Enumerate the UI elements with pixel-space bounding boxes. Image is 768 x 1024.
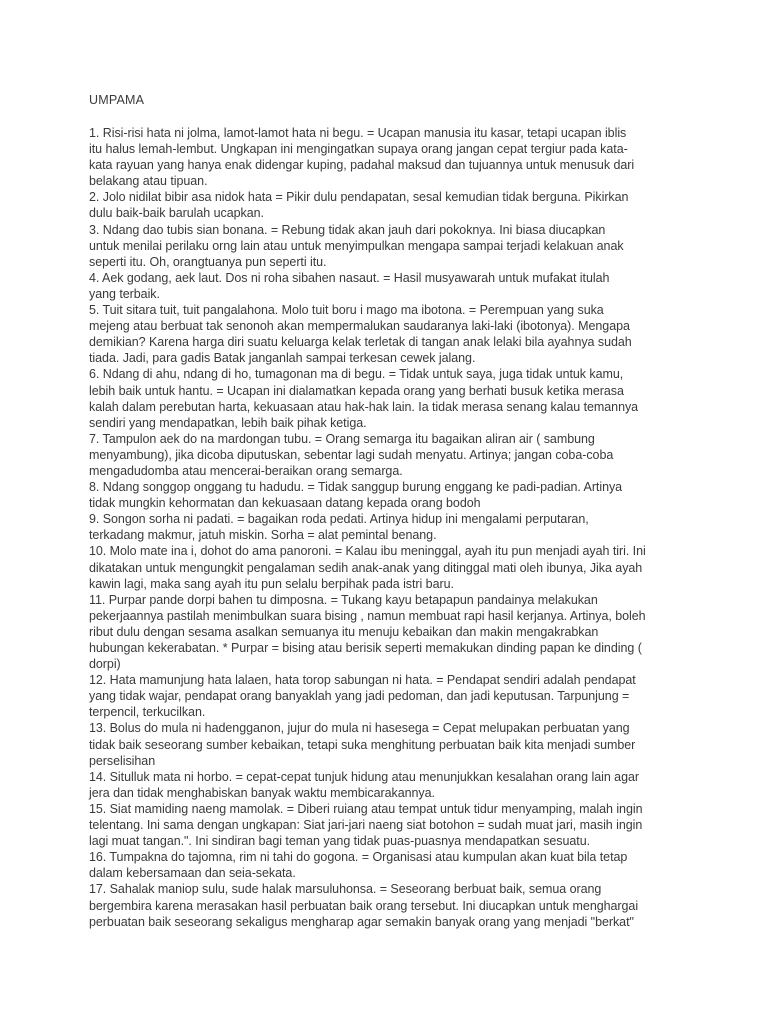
text-line: kawin lagi, maka sang ayah itu pun selalu berpihak pada istri baru.: [89, 576, 454, 591]
text-line: tidak baik seseorang sumber kebaikan, tetapi suka menghitung perbuatan baik kita menjadi sumber: [89, 737, 636, 752]
text-line: 7. Tampulon aek do na mardongan tubu. = Orang semarga itu bagaikan aliran air ( sambung: [89, 431, 595, 446]
text-line: seperti itu. Oh, orangtuanya pun seperti itu.: [89, 254, 327, 269]
text-line: dikatakan untuk mengungkit pengalaman sedih anak-anak yang ditinggal mati oleh ibunya, Jika ayah: [89, 560, 643, 575]
text-line: 3. Ndang dao tubis sian bonana. = Rebung tidak akan jauh dari pokoknya. Ini biasa diucapkan: [89, 222, 606, 237]
text-line: 4. Aek godang, aek laut. Dos ni roha sibahen nasaut. = Hasil musyawarah untuk mufakat itulah: [89, 270, 610, 285]
text-line: perselisihan: [89, 753, 156, 768]
text-line: demikian? Karena harga diri suatu keluarga kelak terletak di tangan anak lelaki bila ayahnya sudah: [89, 335, 632, 350]
text-line: 6. Ndang di ahu, ndang di ho, tumagonan ma di begu. = Tidak untuk saya, juga tidak untuk kamu,: [89, 367, 624, 382]
text-line: belakang atau tipuan.: [89, 174, 208, 189]
text-line: 2. Jolo nidilat bibir asa nidok hata = Pikir dulu pendapatan, sesal kemudian tidak berguna. Pikirkan: [89, 190, 629, 205]
text-line: itu halus lemah-lembut. Ungkapan ini mengingatkan supaya orang jangan cepat tergiur pada kata-: [89, 142, 628, 157]
text-line: 16. Tumpakna do tajomna, rim ni tahi do gogona. = Organisasi atau kumpulan akan kuat bila tetap: [89, 850, 628, 865]
text-line: tiada. Jadi, para gadis Batak janganlah sampai terkesan cewek jalang.: [89, 351, 476, 366]
text-line: hubungan kekerabatan. * Purpar = bising atau berisik seperti memakukan dinding papan ke dinding (: [89, 641, 642, 655]
text-line: dorpi): [89, 657, 121, 672]
text-line: telentang. Ini sama dengan ungkapan: Siat jari-jari naeng siat botohon = sudah muat jari, masih ingin: [89, 818, 643, 833]
text-line: 1. Risi-risi hata ni jolma, lamot-lamot hata ni begu. = Ucapan manusia itu kasar, tetapi ucapan iblis: [89, 126, 627, 140]
text-line: 11. Purpar pande dorpi bahen tu dimposna. = Tukang kayu betapapun pandainya melakukan: [89, 592, 598, 607]
text-line: pekerjaannya pastilah menimbulkan suara bising , namun membuat rapi hasil kerjanya. Artinya, boleh: [89, 608, 646, 623]
text-line: mengadudomba atau mencerai-beraikan orang semarga.: [89, 463, 403, 478]
text-line: perbuatan baik seseorang sekaligus mengharap agar semakin banyak orang yang menjadi "berkat": [89, 914, 634, 929]
document-title: UMPAMA: [89, 93, 145, 107]
text-line: 17. Sahalak maniop sulu, sude halak marsuluhonsa. = Seseorang berbuat baik, semua orang: [89, 882, 602, 897]
text-line: sendiri yang mendapatkan, lebih baik pihak ketiga.: [89, 415, 367, 430]
text-line: menyambung), jika dicoba diputuskan, sebentar lagi sudah menyatu. Artinya; jangan coba-coba: [89, 447, 614, 462]
text-line: 15. Siat mamiding naeng mamolak. = Diberi ruiang atau tempat untuk tidur menyamping, malah ingin: [89, 801, 643, 816]
text-line: untuk menilai perilaku orng lain atau untuk menyimpulkan mengapa sampai terjadi kelakuan anak: [89, 238, 624, 253]
text-line: dalam kebersamaan dan seia-sekata.: [89, 866, 296, 881]
text-line: yang tidak wajar, pendapat orang banyaklah yang jadi pedoman, dan jadi keputusan. Tarpunjung =: [89, 689, 630, 704]
text-line: dulu baik-baik barulah ucapkan.: [89, 206, 264, 221]
text-line: 8. Ndang songgop onggang tu hadudu. = Tidak sanggup burung enggang ke padi-padian. Artinya: [89, 480, 623, 495]
text-line: 13. Bolus do mula ni hadengganon, jujur do mula ni hasesega = Cepat melupakan perbuatan yang: [89, 721, 630, 736]
text-line: kalah dalam perebutan harta, kekuasaan atau hak-hak lain. Ia tidak merasa senang kalau temannya: [89, 399, 639, 414]
document-body: [89, 125, 704, 930]
text-line: lagi muat tangan.". Ini sindiran bagi teman yang tidak puas-puasnya mendapatkan sesuatu.: [89, 834, 591, 849]
text-line: ribut dulu dengan sesama asalkan semuanya itu menuju kebaikan dan makin mengakrabkan: [89, 624, 599, 639]
text-line: 10. Molo mate ina i, dohot do ama panoroni. = Kalau ibu meninggal, ayah itu pun menjadi ayah tiri. Ini: [89, 544, 646, 559]
text-line: bergembira karena merasakan hasil perbuatan baik orang tersebut. Ini diucapkan untuk menghargai: [89, 898, 639, 913]
text-line: yang terbaik.: [89, 286, 160, 301]
text-line: mejeng atau berbuat tak senonoh akan mempermalukan saudaranya laki-laki (ibotonya). Mengapa: [89, 319, 630, 334]
text-line: lebih baik untuk hantu. = Ucapan ini dialamatkan kepada orang yang berhati busuk ketika merasa: [89, 383, 624, 398]
text-line: terkadang makmur, jatuh miskin. Sorha = alat pemintal benang.: [89, 528, 437, 543]
text-line: 9. Songon sorha ni padati. = bagaikan roda pedati. Artinya hidup ini mengalami perputaran,: [89, 512, 589, 527]
text-line: kata rayuan yang hanya enak didengar kuping, padahal maksud dan tujuannya untuk menusuk dari: [89, 158, 635, 173]
text-line: tidak mungkin kehormatan dan kekuasaan datang kepada orang bodoh: [89, 496, 481, 511]
text-line: terpencil, terkucilkan.: [89, 705, 206, 720]
text-line: jera dan tidak menghabiskan banyak waktu membicarakannya.: [89, 785, 435, 800]
text-line: 12. Hata mamunjung hata lalaen, hata torop sabungan ni hata. = Pendapat sendiri adalah pendapat: [89, 673, 636, 688]
text-line: 5. Tuit sitara tuit, tuit pangalahona. Molo tuit boru i mago ma ibotona. = Perempuan yang suka: [89, 303, 604, 318]
text-line: 14. Situlluk mata ni horbo. = cepat-cepat tunjuk hidung atau menunjukkan kesalahan orang lain agar: [89, 769, 639, 784]
